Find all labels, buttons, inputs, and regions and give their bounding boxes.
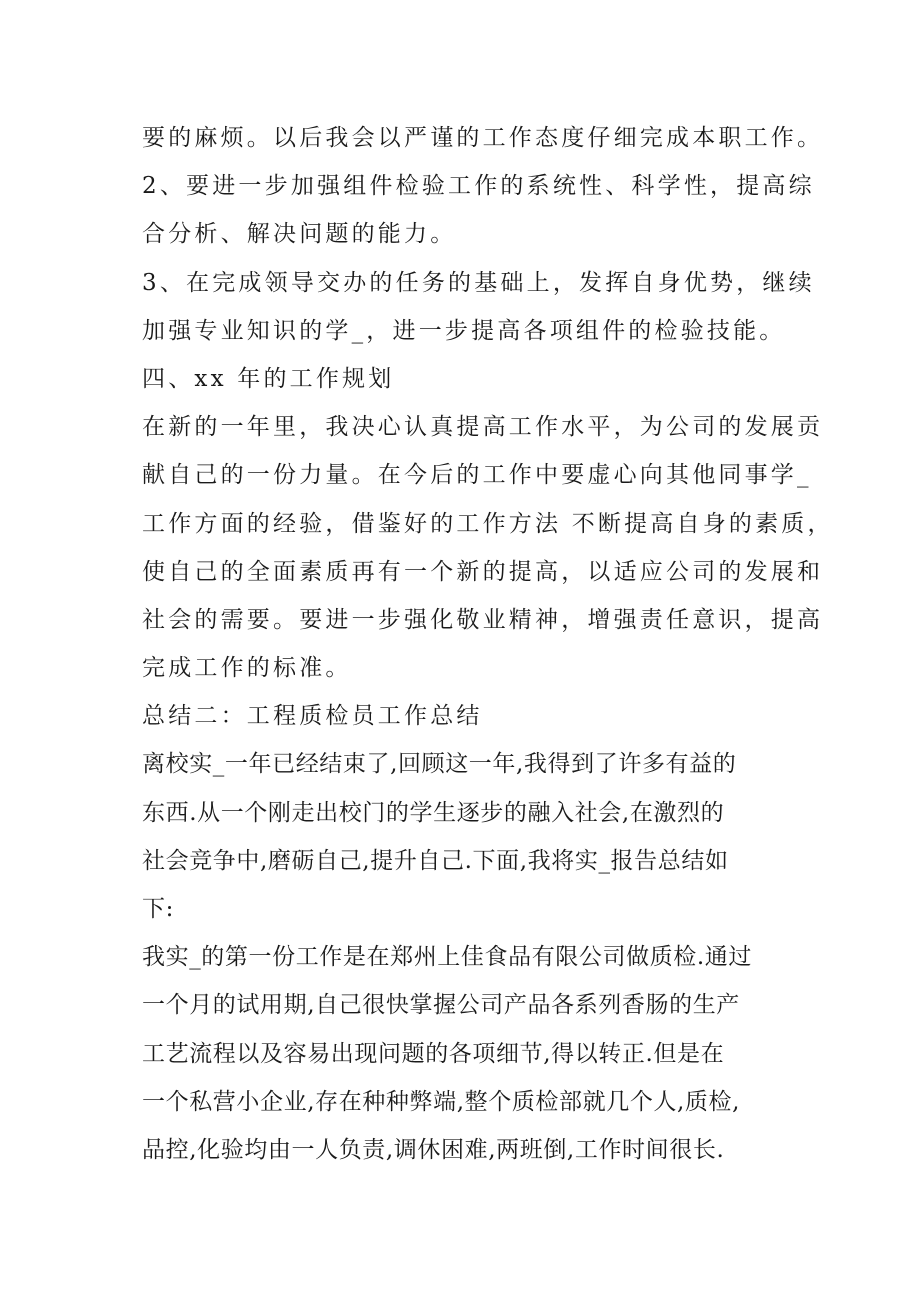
text-line: 一个私营小企业,存在种种弊端,整个质检部就几个人,质检, bbox=[142, 1088, 741, 1115]
text-line: 一个月的试用期,自己很快掌握公司产品各系列香肠的生产 bbox=[142, 992, 740, 1019]
text-line: 工作方面的经验，借鉴好的工作方法 不断提高自身的素质， bbox=[142, 510, 834, 537]
text-line: 献自己的一份力量。在今后的工作中要虚心向其他同事学_ bbox=[142, 462, 812, 489]
text-line: 2、要进一步加强组件检验工作的系统性、科学性，提高综 bbox=[142, 173, 815, 200]
text-line: 加强专业知识的学_，进一步提高各项组件的检验技能。 bbox=[142, 317, 786, 344]
text-line: 离校实_一年已经结束了,回顾这一年,我得到了许多有益的 bbox=[142, 751, 737, 778]
section-heading: 四、xx 年的工作规划 bbox=[142, 365, 395, 392]
text-line: 工艺流程以及容易出现问题的各项细节,得以转正.但是在 bbox=[142, 1040, 725, 1067]
section-heading: 总结二：工程质检员工作总结 bbox=[142, 703, 483, 730]
text-line: 社会竞争中,磨砺自己,提升自己.下面,我将实_报告总结如 bbox=[142, 847, 729, 874]
text-line: 合分析、解决问题的能力。 bbox=[142, 221, 457, 248]
text-line: 完成工作的标准。 bbox=[142, 655, 352, 682]
text-line: 使自己的全面素质再有一个新的提高，以适应公司的发展和 bbox=[142, 558, 824, 585]
text-line: 品控,化验均由一人负责,调休困难,两班倒,工作时间很长. bbox=[142, 1136, 725, 1163]
text-line: 3、在完成领导交办的任务的基础上，发挥自身优势，继续 bbox=[142, 269, 815, 296]
text-line: 在新的一年里，我决心认真提高工作水平，为公司的发展贡 bbox=[142, 414, 824, 441]
text-line: 我实_的第一份工作是在郑州上佳食品有限公司做质检.通过 bbox=[142, 944, 753, 971]
text-line: 东西.从一个刚走出校门的学生逐步的融入社会,在激烈的 bbox=[142, 799, 725, 826]
text-line: 下: bbox=[142, 896, 174, 922]
text-line: 社会的需要。要进一步强化敬业精神，增强责任意识，提高 bbox=[142, 606, 824, 633]
document-body bbox=[142, 114, 834, 1174]
text-line: 要的麻烦。以后我会以严谨的工作态度仔细完成本职工作。 bbox=[142, 125, 824, 151]
